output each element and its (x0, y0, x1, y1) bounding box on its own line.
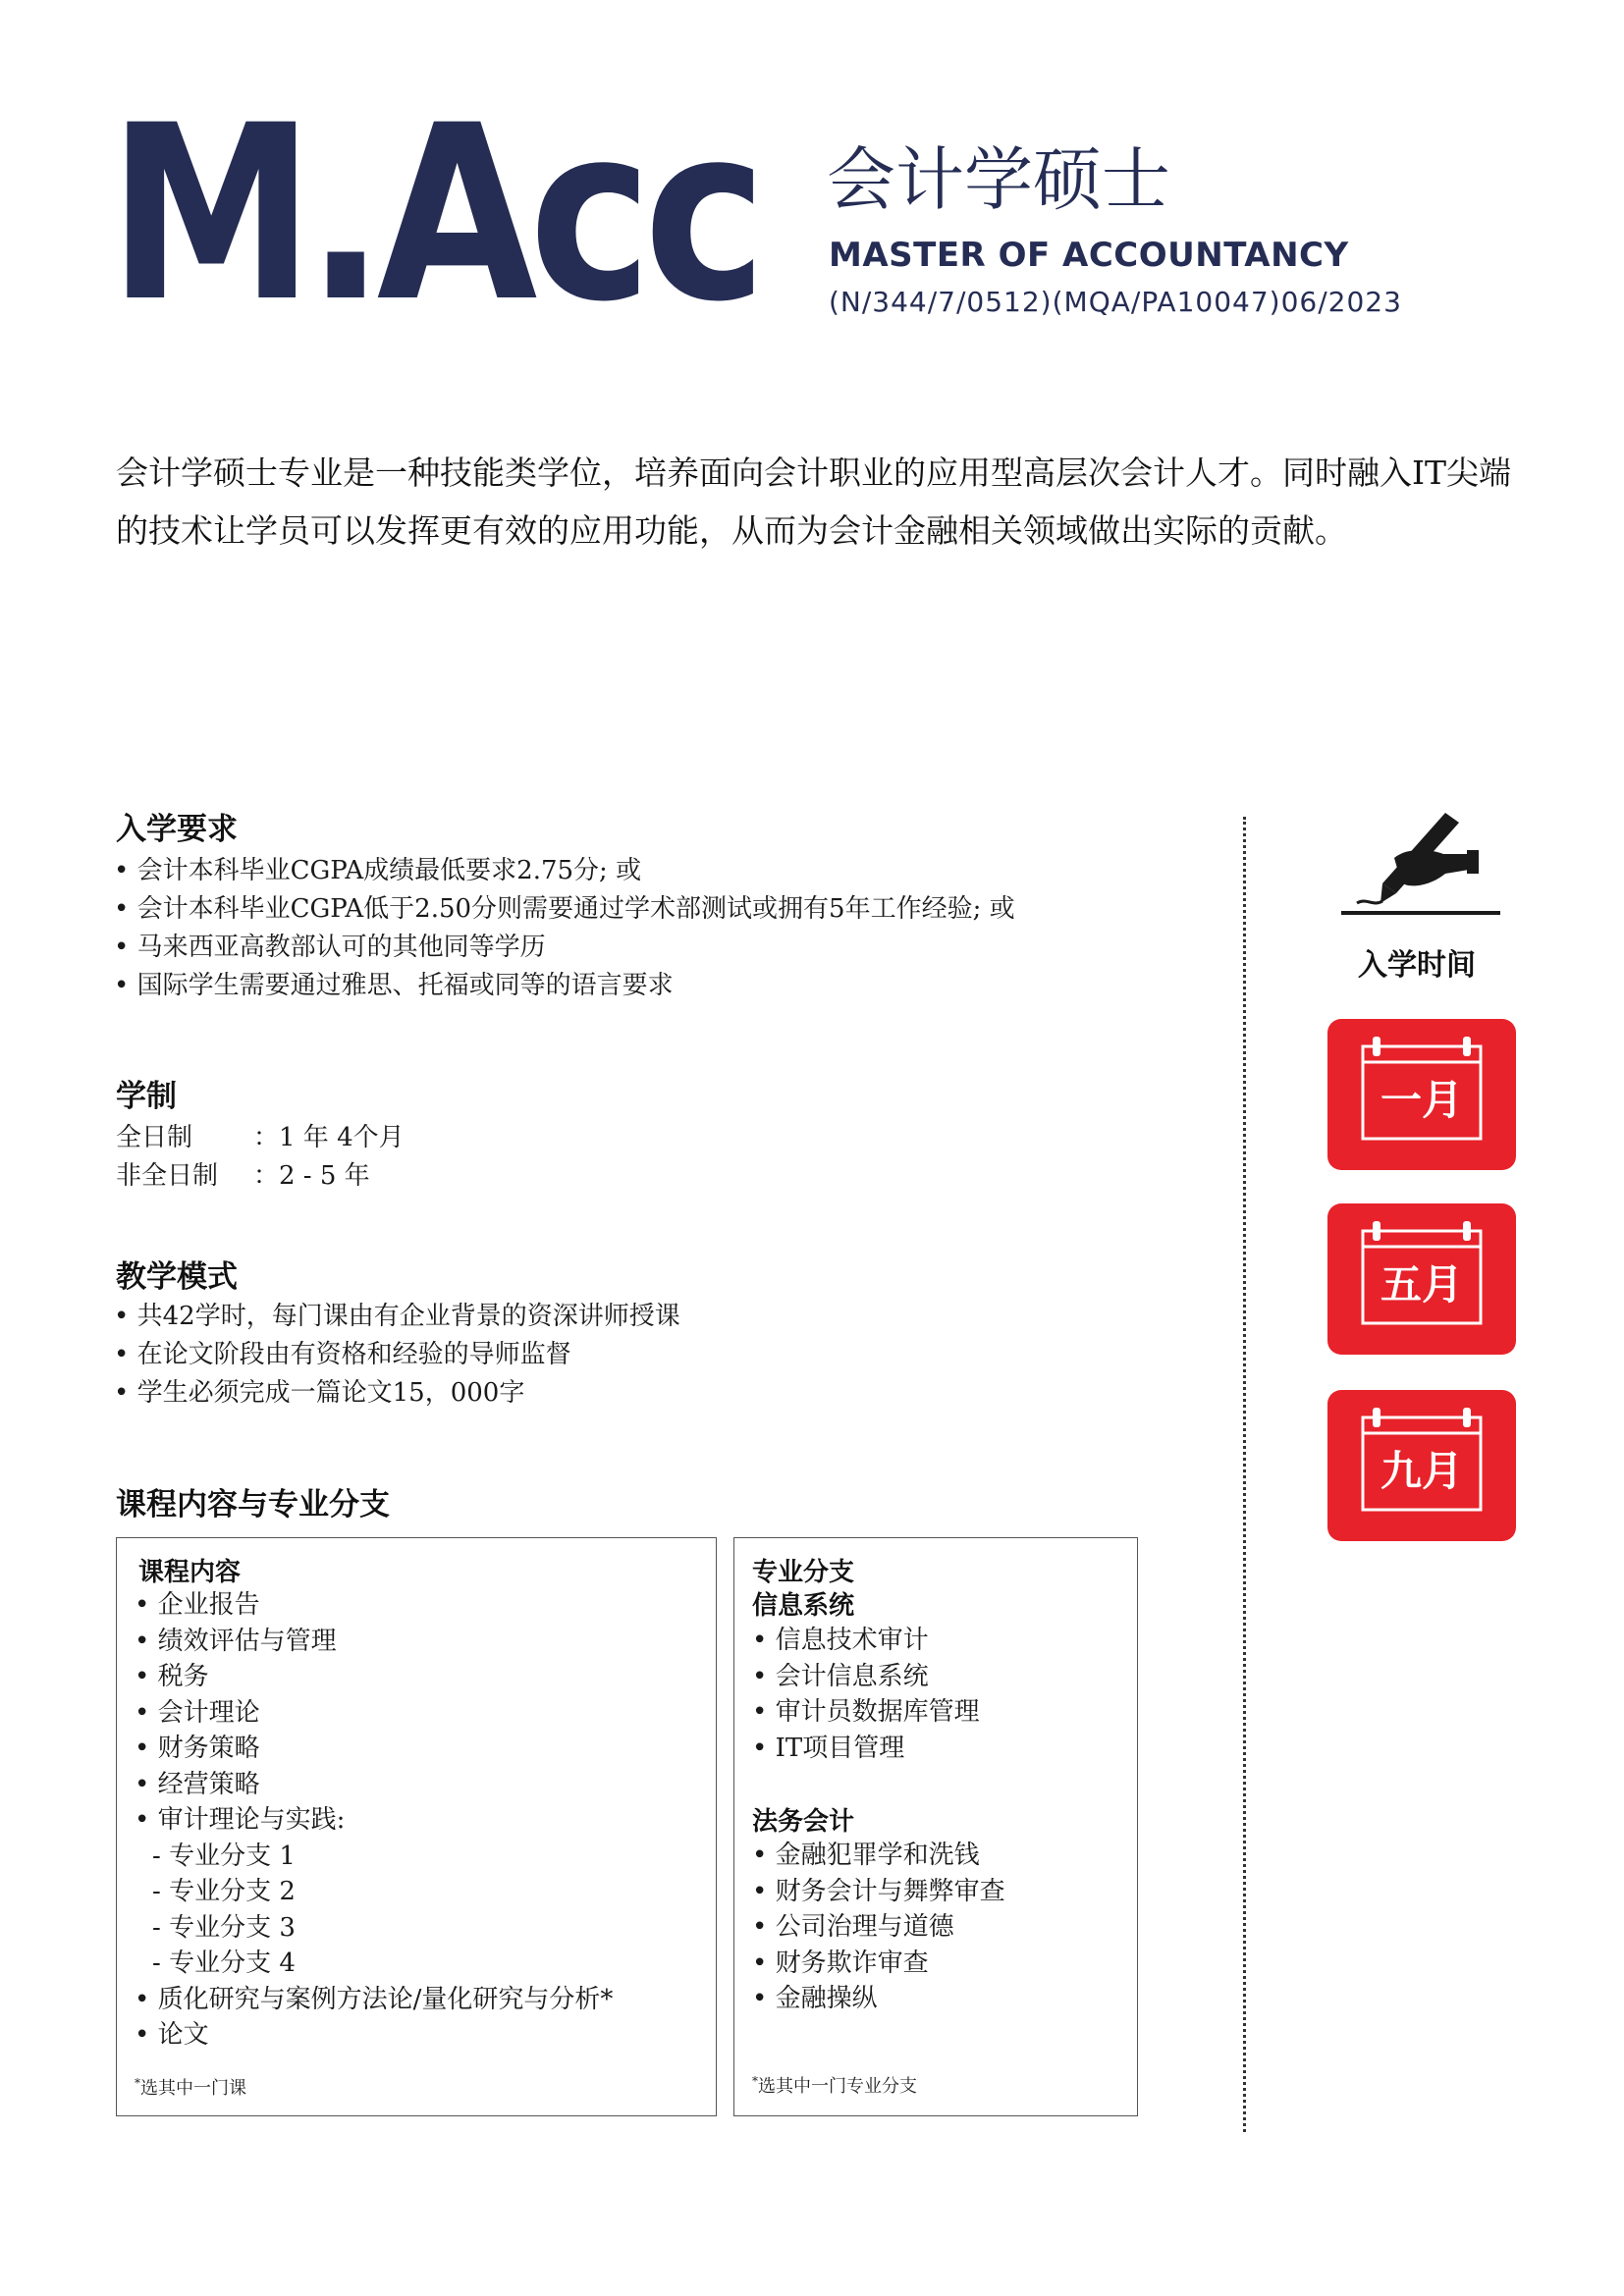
duration-row (116, 1157, 405, 1196)
group-title-forensic-accounting: 法务会计 (752, 1807, 855, 1837)
course-content-list (135, 1587, 613, 2054)
logo: M.Acc (108, 75, 759, 355)
list-item: • 金融操纵 (752, 1981, 1005, 2017)
note-mark: * (135, 2076, 140, 2090)
course-content-box (116, 1537, 717, 2116)
sub-list-item: - 专业分支 3 (135, 1910, 613, 1947)
intake-title: 入学时间 (1358, 948, 1476, 983)
list-item: • 论文 (135, 2017, 613, 2054)
list-item: • 学生必须完成一篇论文15，000字 (114, 1374, 680, 1413)
duration-value: ：1 年 4个月 (253, 1123, 405, 1152)
duration-title: 学制 (116, 1079, 177, 1114)
sub-list-item: - 专业分支 2 (135, 1874, 613, 1910)
intake-month: 九月 (1380, 1447, 1463, 1495)
information-systems-list (752, 1623, 980, 1766)
calendar-september (1327, 1390, 1516, 1541)
forensic-accounting-list (752, 1838, 1005, 2017)
list-item: • 公司治理与道德 (752, 1909, 1005, 1946)
list-item: • 绩效评估与管理 (135, 1624, 613, 1660)
program-title-english: MASTER OF ACCOUNTANCY (829, 236, 1349, 275)
list-item: • 马来西亚高教部认可的其他同等学历 (114, 929, 1015, 967)
note-mark: * (752, 2074, 758, 2088)
intro-paragraph: 会计学硕士专业是一种技能类学位，培养面向会计职业的应用型高层次会计人才。同时融入IT尖端的技术让学员可以发挥更有效的应用功能，从而为会计金融相关领域做出实际的贡献。 (116, 454, 1512, 550)
duration-value: ：2 - 5 年 (253, 1161, 370, 1191)
course-content-title: 课程内容 (138, 1558, 242, 1587)
pen-writing-icon (1337, 809, 1504, 917)
list-item: • 质化研究与案例方法论/量化研究与分析* (135, 1982, 613, 2018)
note-text: 选其中一门课 (140, 2078, 246, 2099)
list-item: • 信息技术审计 (752, 1623, 980, 1659)
list-item: • 会计信息系统 (752, 1659, 980, 1695)
calendar-january (1327, 1019, 1516, 1170)
list-item: • 审计理论与实践: (135, 1802, 613, 1839)
duration-label: 全日制 (116, 1123, 193, 1152)
list-item: • 财务策略 (135, 1731, 613, 1767)
intake-month: 一月 (1380, 1076, 1463, 1124)
dotted-divider (1243, 817, 1246, 2132)
curriculum-title: 课程内容与专业分支 (116, 1487, 390, 1522)
specialization-title: 专业分支 (752, 1558, 855, 1587)
list-item: • 会计本科毕业CGPA成绩最低要求2.75分; 或 (114, 852, 1015, 890)
list-item: • 税务 (135, 1659, 613, 1695)
list-item: • 在论文阶段由有资格和经验的导师监督 (114, 1336, 680, 1374)
duration-row (116, 1119, 405, 1157)
duration-table (116, 1119, 405, 1196)
list-item: • 审计员数据库管理 (752, 1694, 980, 1731)
requirements-title: 入学要求 (116, 812, 238, 847)
group-title-information-systems: 信息系统 (752, 1591, 855, 1621)
accreditation-code: (N/344/7/0512)(MQA/PA10047)06/2023 (829, 286, 1402, 318)
list-item: • 共42学时，每门课由有企业背景的资深讲师授课 (114, 1298, 680, 1336)
specialization-note (752, 2072, 917, 2098)
course-content-note (135, 2074, 246, 2100)
specialization-box (733, 1537, 1138, 2116)
list-item: • IT项目管理 (752, 1731, 980, 1767)
intake-month: 五月 (1380, 1260, 1463, 1308)
note-text: 选其中一门专业分支 (758, 2076, 917, 2097)
calendar-may (1327, 1203, 1516, 1355)
list-item: • 企业报告 (135, 1587, 613, 1624)
list-item: • 会计本科毕业CGPA低于2.50分则需要通过学术部测试或拥有5年工作经验; 或 (114, 890, 1015, 929)
requirements-list (114, 852, 1015, 1005)
list-item: • 国际学生需要通过雅思、托福或同等的语言要求 (114, 967, 1015, 1005)
sub-list-item: - 专业分支 1 (135, 1839, 613, 1875)
list-item: • 财务会计与舞弊审查 (752, 1874, 1005, 1910)
list-item: • 经营策略 (135, 1767, 613, 1803)
list-item: • 会计理论 (135, 1695, 613, 1732)
teaching-list (114, 1298, 680, 1413)
teaching-title: 教学模式 (116, 1259, 238, 1295)
duration-label: 非全日制 (116, 1161, 219, 1191)
list-item: • 金融犯罪学和洗钱 (752, 1838, 1005, 1874)
list-item: • 财务欺诈审查 (752, 1946, 1005, 1982)
sub-list-item: - 专业分支 4 (135, 1946, 613, 1982)
program-title-chinese: 会计学硕士 (827, 139, 1170, 220)
